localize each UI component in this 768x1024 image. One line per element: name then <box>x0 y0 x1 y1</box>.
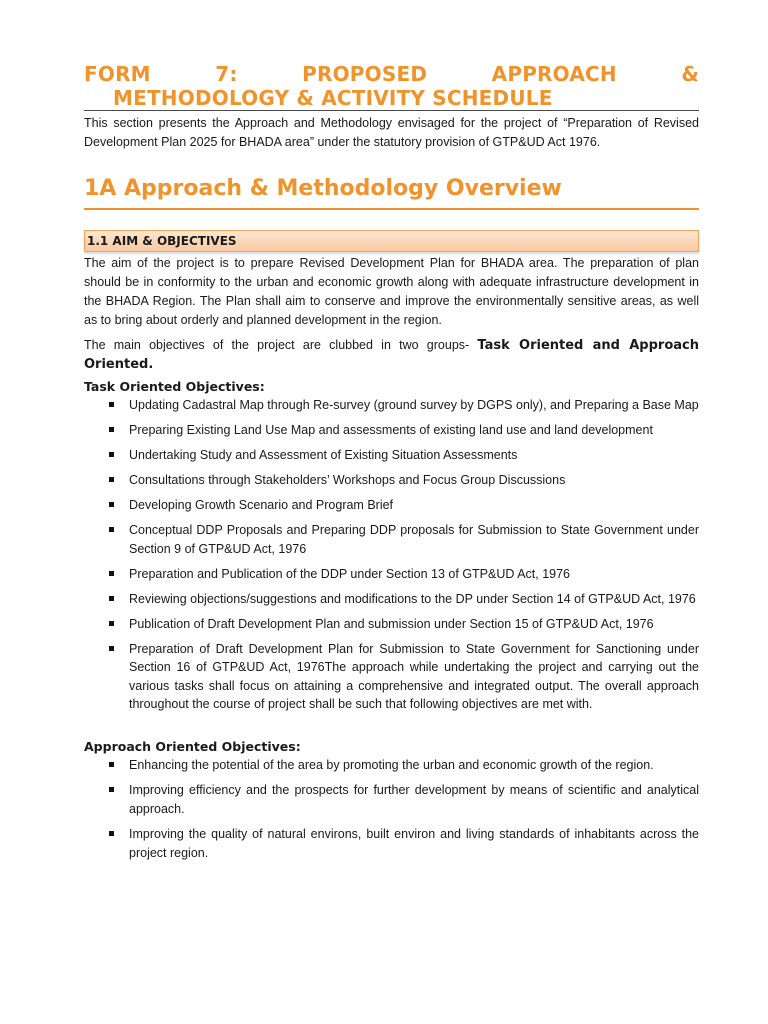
bullet-icon <box>109 831 114 836</box>
objectives-intro-text: The main objectives of the project are clubbed in two groups- <box>84 338 478 352</box>
bullet-icon <box>109 402 114 407</box>
list-item <box>84 496 699 515</box>
list-item <box>84 756 699 775</box>
list-item <box>84 521 699 558</box>
list-item-text: Publication of Draft Development Plan and submission under Section 15 of GTP&UD Act, 1976 <box>129 616 654 631</box>
list-item-text: Improving efficiency and the prospects for further development by means of scientific and analytical approach. <box>129 783 699 816</box>
list-item-text: Preparation of Draft Development Plan for Submission to State Government for Sanctioning under Section 16 of GTP&UD Act, 1976The approach while undertaking the project and carrying out the various tasks shall focus on attaining a comprehensive and integrated output. The overall approach throughout the course of project shall be such that following objectives are met with. <box>129 641 699 711</box>
bullet-icon <box>109 502 114 507</box>
list-item <box>84 781 699 818</box>
bullet-icon <box>109 787 114 792</box>
list-item-text: Reviewing objections/suggestions and modifications to the DP under Section 14 of GTP&UD Act, 1976 <box>129 591 696 606</box>
bullet-icon <box>109 596 114 601</box>
list-item <box>84 471 699 490</box>
list-item-text: Preparing Existing Land Use Map and assessments of existing land use and land development <box>129 423 653 437</box>
list-item-text: Consultations through Stakeholders’ Workshops and Focus Group Discussions <box>129 473 566 487</box>
bullet-icon <box>109 427 114 432</box>
form-title-word: & <box>681 62 699 86</box>
list-item-text: Enhancing the potential of the area by promoting the urban and economic growth of the region. <box>129 757 654 772</box>
form-title-word: FORM <box>84 62 151 86</box>
list-item <box>84 421 699 440</box>
subsection-bar: 1.1 AIM & OBJECTIVES <box>84 230 699 252</box>
list-item <box>84 565 699 584</box>
form-title-line1 <box>84 62 699 86</box>
task-objectives-heading: Task Oriented Objectives: <box>84 379 265 394</box>
list-item-text: Conceptual DDP Proposals and Preparing DDP proposals for Submission to State Government under Section 9 of GTP&UD Act, 1976 <box>129 523 699 556</box>
bullet-icon <box>109 646 114 651</box>
bullet-icon <box>109 527 114 532</box>
aim-paragraph: The aim of the project is to prepare Revised Development Plan for BHADA area. The preparation of plan should be in conformity to the urban and economic growth along with adequate infrastructure development in the BHADA Region. The Plan shall aim to conserve and improve the environmentally sensitive areas, as well as to bring about orderly and planned development in the region. <box>84 256 699 327</box>
approach-objectives-list <box>84 756 699 863</box>
intro-paragraph: This section presents the Approach and Methodology envisaged for the project of “Preparation of Revised Development Plan 2025 for BHADA area” under the statutory provision of GTP&UD Act 1976. <box>84 116 699 149</box>
list-item <box>84 446 699 465</box>
form-title-word: APPROACH <box>491 62 617 86</box>
approach-objectives-heading: Approach Oriented Objectives: <box>84 738 301 754</box>
list-item <box>84 640 699 714</box>
form-title <box>84 62 699 110</box>
bullet-icon <box>109 452 114 457</box>
title-divider <box>84 110 699 111</box>
list-item <box>84 615 699 634</box>
bullet-icon <box>109 571 114 576</box>
section-heading: 1A Approach & Methodology Overview <box>84 176 562 201</box>
bullet-icon <box>109 762 114 767</box>
list-item <box>84 396 699 415</box>
list-item-text: Preparation and Publication of the DDP under Section 13 of GTP&UD Act, 1976 <box>129 566 571 581</box>
document-page <box>84 62 699 869</box>
list-item <box>84 825 699 862</box>
list-item-text: Developing Growth Scenario and Program Brief <box>129 498 394 512</box>
form-title-line2: METHODOLOGY & ACTIVITY SCHEDULE <box>113 86 553 110</box>
form-title-word: 7: <box>215 62 238 86</box>
list-item <box>84 590 699 609</box>
objectives-intro <box>84 336 699 374</box>
list-item-text: Undertaking Study and Assessment of Existing Situation Assessments <box>129 448 518 462</box>
bullet-icon <box>109 477 114 482</box>
task-objectives-list <box>84 396 699 714</box>
objectives-intro-bold: Task Oriented and Approach Oriented. <box>84 338 699 372</box>
list-item-text: Updating Cadastral Map through Re-survey (ground survey by DGPS only), and Preparing a Base Map <box>129 398 699 412</box>
bullet-icon <box>109 621 114 626</box>
list-item-text: Improving the quality of natural environs, built environ and living standards of inhabitants across the project region. <box>129 827 699 860</box>
section-heading-rule <box>84 208 699 210</box>
form-title-word: PROPOSED <box>302 62 428 86</box>
